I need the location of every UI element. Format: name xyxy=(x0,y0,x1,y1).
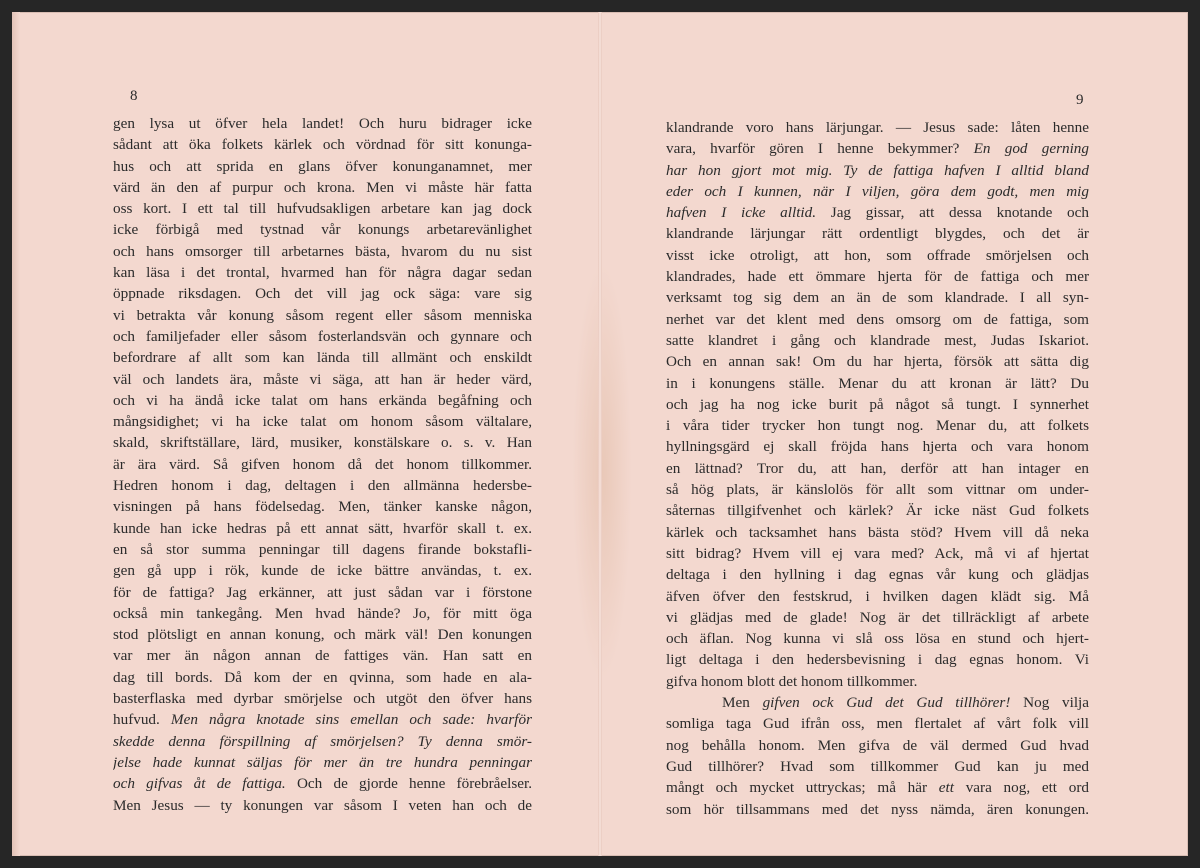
italic-text-segment: ett xyxy=(938,779,954,797)
text-line xyxy=(113,454,532,475)
text-line xyxy=(113,773,532,794)
text-segment: och äflan. Nog kunna vi slå oss lösa en stund och hjert- xyxy=(666,630,1089,648)
italic-text-segment: och gifvas åt de fattiga. xyxy=(113,775,286,793)
text-segment: öppnade riksdagen. Och det vill jag ock säga: vare sig xyxy=(113,285,532,303)
text-line xyxy=(666,202,1089,223)
text-segment: oss kort. I ett tal till hufvudsakligen arbetare kan jag dock xyxy=(113,200,532,218)
text-line xyxy=(666,160,1089,181)
text-line xyxy=(113,582,532,603)
text-segment: så hög plats, är känslolös för allt som vittnar om under- xyxy=(666,481,1089,499)
text-segment: klandrande voro hans lärjungar. — Jesus sade: låten henne xyxy=(666,119,1089,136)
text-line xyxy=(666,735,1089,756)
text-line xyxy=(666,564,1089,585)
text-line xyxy=(113,283,532,304)
text-line xyxy=(666,266,1089,287)
text-segment: deltaga i den hyllning i dag egnas vår kung och glädjas xyxy=(666,566,1089,584)
text-segment: i våra tider trycker hon tungt nog. Menar du, att folkets xyxy=(666,417,1089,435)
text-segment: såternas tillgifvenhet och kärlek? Är icke näst Gud folkets xyxy=(666,502,1089,520)
text-line xyxy=(666,181,1089,202)
text-line xyxy=(113,496,532,517)
text-line xyxy=(113,411,532,432)
italic-text-segment: skedde denna förspillning af smörjelsen? Ty denna smör- xyxy=(113,732,532,750)
text-segment: och familjefader eller såsom fosterlandsvän och gynnare och xyxy=(113,327,532,345)
text-line xyxy=(113,560,532,581)
page-number-left: 8 xyxy=(130,88,138,104)
text-segment: för de fattiga? Jag erkänner, att just sådan var i förstone xyxy=(113,583,532,601)
text-segment: gifva honom blott det honom tillkommer. xyxy=(666,672,918,690)
text-segment: vara nog, ett ord xyxy=(953,779,1089,797)
text-segment: Jag gissar, att dessa knotande och xyxy=(816,204,1089,222)
text-segment: Men xyxy=(722,694,763,712)
text-segment: vi betrakta vår konung såsom regent eller såsom menniska xyxy=(113,306,532,324)
text-line xyxy=(666,351,1089,372)
text-segment: hufvud. xyxy=(113,711,171,729)
text-segment: Och en annan sak! Om du har hjerta, försök att sätta dig xyxy=(666,353,1089,371)
text-line xyxy=(113,667,532,688)
text-line xyxy=(666,756,1089,777)
text-segment: vi glädjas med de glade! Nog är det tillräckligt af arbete xyxy=(666,608,1089,626)
text-line xyxy=(666,309,1089,330)
text-line xyxy=(113,731,532,752)
text-segment: hus och att sprida en glans öfver konunganamnet, mer xyxy=(113,157,532,175)
text-line xyxy=(113,518,532,539)
text-line xyxy=(113,752,532,773)
text-segment: som hör tillsammans med det nyss nämda, ären konungen. xyxy=(666,800,1089,818)
text-line xyxy=(666,330,1089,351)
text-segment: Nog vilja xyxy=(1010,694,1089,712)
text-line xyxy=(113,134,532,155)
text-line xyxy=(666,607,1089,628)
text-segment: hyllningsgärd ej skall fröjda hans hjerta och vara honom xyxy=(666,438,1089,456)
text-line xyxy=(113,305,532,326)
text-line xyxy=(666,649,1089,670)
text-segment: klandrande lärjungar rätt ordentligt blygdes, och det är xyxy=(666,225,1089,243)
text-segment: värd än den af purpur och krona. Men vi måste här fatta xyxy=(113,178,532,196)
text-segment: också min tankegång. Men hvad hände? Jo, för mitt öga xyxy=(113,604,532,622)
text-line xyxy=(666,117,1089,138)
text-line xyxy=(113,219,532,240)
text-line xyxy=(113,347,532,368)
italic-text-segment: hafven I icke alltid. xyxy=(666,204,817,222)
text-segment: och jag ha nog icke burit på något så tungt. I synnerhet xyxy=(666,395,1089,413)
text-line xyxy=(113,262,532,283)
text-line xyxy=(666,479,1089,500)
text-line xyxy=(113,795,532,816)
text-segment: gen lysa ut öfver hela landet! Och huru bidrager icke xyxy=(113,115,532,132)
text-line xyxy=(666,138,1089,159)
text-line xyxy=(666,543,1089,564)
text-line xyxy=(666,415,1089,436)
text-segment: in i konungens ställe. Menar du att kronan är lätt? Du xyxy=(666,374,1089,392)
text-segment: Men Jesus — ty konungen var såsom I veten han och de xyxy=(113,796,532,814)
text-segment: nog behålla honom. Men gifva de väl dermed Gud hvad xyxy=(666,736,1089,754)
text-line xyxy=(113,241,532,262)
text-segment: mångsidighet; vi ha icke talat om honom såsom vältalare, xyxy=(113,413,532,431)
text-segment: Gud tillhörer? Hvad som tillkommer Gud kan ju med xyxy=(666,757,1089,775)
book-spread xyxy=(12,12,1188,856)
text-segment: och hans omsorger till arbetarnes bästa, hvarom du nu sist xyxy=(113,242,532,260)
text-line xyxy=(666,287,1089,308)
text-line xyxy=(113,709,532,730)
text-line xyxy=(113,688,532,709)
text-segment: ligt deltaga i den hedersbevisning i dag egnas honom. Vi xyxy=(666,651,1089,669)
text-line xyxy=(666,373,1089,394)
text-segment: visst icke otroligt, att hon, som offrade smörjelsen och xyxy=(666,246,1089,264)
text-line xyxy=(666,628,1089,649)
text-segment: kan läsa i det trontal, hvarmed han för några dagar sedan xyxy=(113,264,532,282)
text-segment: mångt och mycket uttryckas; må här xyxy=(666,779,939,797)
text-segment: kunde han icke hedras på ett annat sätt, hvarför skall t. ex. xyxy=(113,519,532,537)
right-page-text xyxy=(666,117,1089,820)
text-segment: gen gå upp i rök, kunde de icke bättre användas, t. ex. xyxy=(113,562,532,580)
text-segment: var mer än någon annan de fattiges vän. Han satt en xyxy=(113,647,532,665)
italic-text-segment: jelse hade kunnat säljas för mer än tre hundra penningar xyxy=(113,753,532,771)
text-segment: nerhet var det klent med dens omsorg om de fattiga, som xyxy=(666,310,1089,328)
text-line xyxy=(113,369,532,390)
text-line xyxy=(113,198,532,219)
text-line xyxy=(666,458,1089,479)
text-segment: somliga taga Gud ifrån oss, men flertalet af vårt folk vill xyxy=(666,715,1089,733)
italic-text-segment: gifven ock Gud det Gud tillhörer! xyxy=(762,694,1011,712)
text-segment: äfven öfver den festskrud, i hvilken dagen klädt sig. Må xyxy=(666,587,1089,605)
text-line xyxy=(113,432,532,453)
text-line xyxy=(113,177,532,198)
text-segment: vara, hvarför gören I henne bekymmer? xyxy=(666,140,974,158)
text-line xyxy=(113,624,532,645)
text-line xyxy=(666,500,1089,521)
italic-text-segment: En god gerning xyxy=(973,140,1089,158)
text-line xyxy=(113,539,532,560)
italic-text-segment: eder och I kunnen, när I viljen, göra dem godt, men mig xyxy=(666,182,1089,200)
text-line xyxy=(666,436,1089,457)
text-segment: Och de gjorde henne förebråelser. xyxy=(285,775,532,793)
text-segment: en lättnad? Tror du, att han, derför att han intager en xyxy=(666,459,1089,477)
italic-text-segment: har hon gjort mot mig. Ty de fattiga hafven I alltid bland xyxy=(666,161,1089,179)
text-segment: stod plötsligt en annan konung, och märk väl! Den konungen xyxy=(113,626,532,644)
text-segment: är ära värd. Så gifven honom då det honom tillkommer. xyxy=(113,455,532,473)
italic-text-segment: Men några knotade sins emellan och sade: hvarför xyxy=(170,711,532,729)
text-line xyxy=(113,475,532,496)
text-line xyxy=(113,645,532,666)
text-line xyxy=(113,156,532,177)
text-line xyxy=(666,394,1089,415)
right-page xyxy=(600,12,1188,856)
text-segment: verksamt tog sig dem an än de som klandrade. I all syn- xyxy=(666,289,1089,307)
text-line xyxy=(113,603,532,624)
text-segment: sitt bidrag? Hvem vill ej vara med? Ack, må vi af hjertat xyxy=(666,544,1089,562)
left-page-text xyxy=(113,113,532,816)
text-line xyxy=(666,522,1089,543)
text-line xyxy=(666,671,1089,692)
text-line xyxy=(666,799,1089,820)
text-line xyxy=(666,777,1089,798)
text-line xyxy=(113,326,532,347)
text-segment: sådant att öka folkets kärlek och vördnad för sitt konunga- xyxy=(113,136,532,154)
text-line xyxy=(666,692,1089,713)
text-segment: en så stor summa penningar till dagens firande bokstafli- xyxy=(113,540,532,558)
text-segment: basterflaska med dyrbar smörjelse och utgöt den öfver hans xyxy=(113,690,532,708)
text-line xyxy=(113,390,532,411)
text-segment: icke förbigå med tystnad vår konungs arbetarevänlighet xyxy=(113,221,532,239)
text-line xyxy=(113,113,532,134)
text-segment: dag till bords. Då kom der en qvinna, som hade en ala- xyxy=(113,668,532,686)
text-line xyxy=(666,245,1089,266)
text-segment: och vi ha ändå icke talat om hans erkända begåfning och xyxy=(113,391,532,409)
page-number-right: 9 xyxy=(1076,92,1084,108)
text-line xyxy=(666,586,1089,607)
left-page xyxy=(12,12,600,856)
text-segment: Hedren honom i dag, deltagen i den allmänna hedersbe- xyxy=(113,477,532,495)
text-segment: satte klandret i gång och klandrade mest, Judas Iskariot. xyxy=(666,331,1089,349)
text-segment: visningen på hans födelsedag. Men, tänker kanske någon, xyxy=(113,498,532,516)
text-segment: skald, skriftställare, lärd, musiker, konstälskare o. s. v. Han xyxy=(113,434,532,452)
text-segment: klandrades, hade ett ömmare hjerta för de fattiga och mer xyxy=(666,268,1089,286)
text-segment: kärlek och tacksamhet hans bästa stöd? Hvem vill då neka xyxy=(666,523,1089,541)
text-line xyxy=(666,713,1089,734)
text-line xyxy=(666,223,1089,244)
text-segment: befordrare af allt som kan lända till allmänt och enskildt xyxy=(113,349,532,367)
text-segment: väl och landets ära, måste vi säga, att han är heder värd, xyxy=(113,370,532,388)
